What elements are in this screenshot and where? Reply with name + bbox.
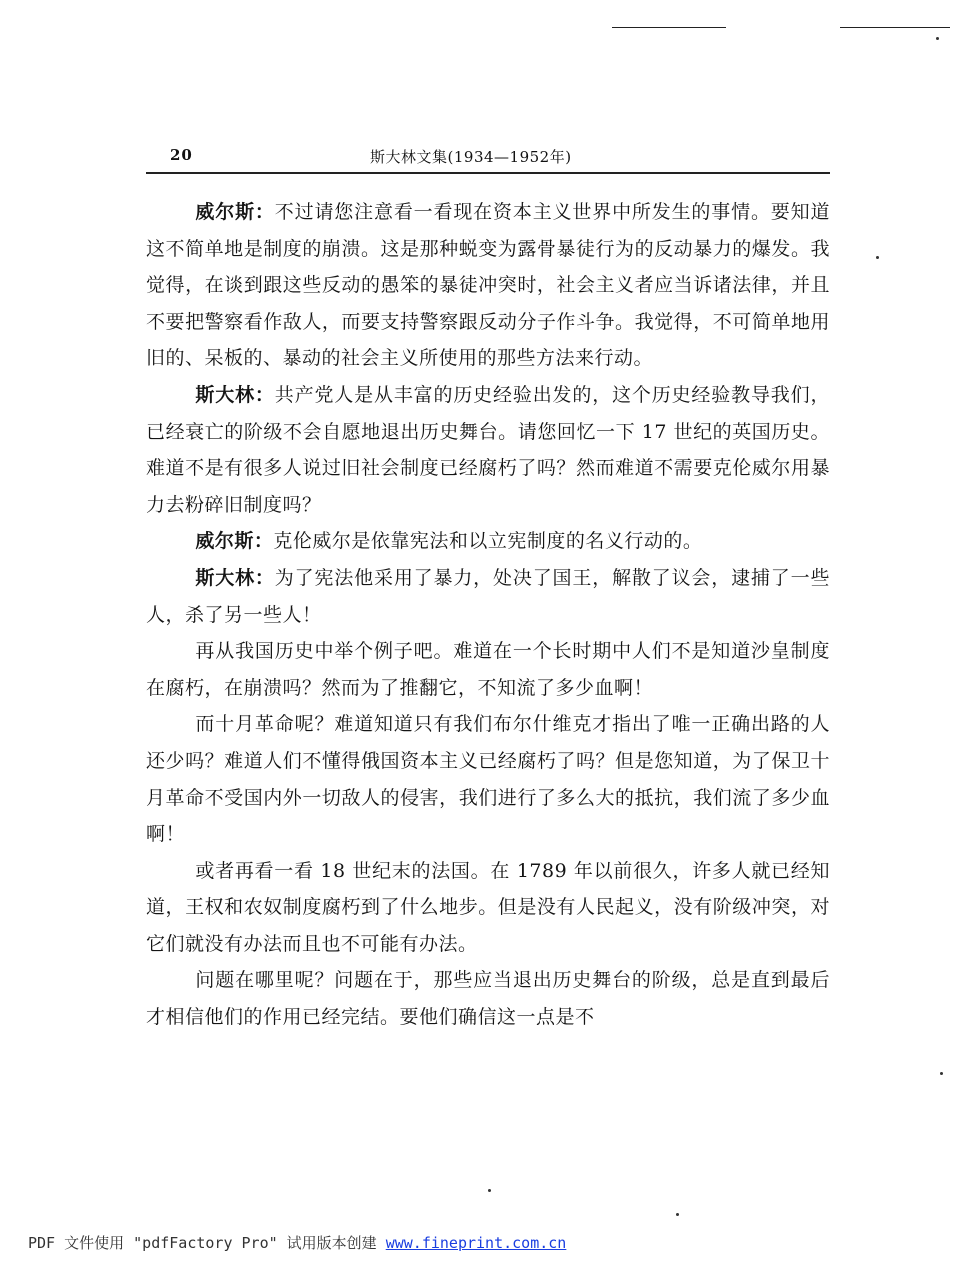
page-number: 20 bbox=[170, 146, 193, 164]
paragraph-text: 克伦威尔是依靠宪法和以立宪制度的名义行动的。 bbox=[273, 530, 703, 553]
scan-speck bbox=[676, 1213, 679, 1216]
footer-notice: PDF 文件使用 "pdfFactory Pro" 试用版本创建 bbox=[28, 1234, 386, 1252]
scan-artifact-line bbox=[840, 27, 950, 28]
footer-link[interactable]: www.fineprint.com.cn bbox=[385, 1234, 567, 1252]
paragraph bbox=[146, 706, 830, 852]
paragraph bbox=[146, 377, 830, 523]
paragraph-text: 为了宪法他采用了暴力，处决了国王，解散了议会，逮捕了一些人，杀了另一些人！ bbox=[146, 566, 830, 626]
paragraph bbox=[146, 194, 830, 377]
scan-speck bbox=[940, 1072, 943, 1075]
scan-speck bbox=[936, 37, 939, 40]
paragraph bbox=[146, 523, 830, 560]
paragraph bbox=[146, 853, 830, 963]
paragraph-text: 再从我国历史中举个例子吧。难道在一个长时期中人们不是知道沙皇制度在腐朽，在崩溃吗？然而为了推翻它，不知流了多少血啊！ bbox=[146, 640, 830, 699]
scan-artifact-line bbox=[612, 27, 726, 28]
paragraph-text: 或者再看一看 18 世纪末的法国。在 1789 年以前很久，许多人就已经知道，王权和农奴制度腐朽到了什么地步。但是没有人民起义，没有阶级冲突，对它们就没有办法而且也不可能有办法。 bbox=[146, 859, 830, 955]
speaker-label: 斯大林： bbox=[195, 566, 275, 589]
paragraph bbox=[146, 633, 830, 706]
speaker-label: 威尔斯： bbox=[195, 201, 275, 223]
paragraph-text: 共产党人是从丰富的历史经验出发的，这个历史经验教导我们，已经衰亡的阶级不会自愿地退出历史舞台。请您回忆一下 17 世纪的英国历史。难道不是有很多人说过旧社会制度已经腐朽了吗？然而难道不需要克伦威尔用暴力去粉碎旧制度吗？ bbox=[146, 383, 830, 516]
page-header bbox=[146, 146, 830, 174]
paragraph-text: 问题在哪里呢？问题在于，那些应当退出历史舞台的阶级，总是直到最后才相信他们的作用已经完结。要他们确信这一点是不 bbox=[146, 969, 830, 1029]
running-title: 斯大林文集(1934—1952年) bbox=[370, 148, 572, 166]
scan-speck bbox=[876, 256, 879, 259]
speaker-label: 威尔斯： bbox=[195, 530, 274, 553]
pdf-footer bbox=[28, 1232, 566, 1253]
speaker-label: 斯大林： bbox=[195, 383, 275, 406]
paragraph bbox=[146, 560, 830, 633]
paragraph-text: 而十月革命呢？难道知道只有我们布尔什维克才指出了唯一正确出路的人还少吗？难道人们不懂得俄国资本主义已经腐朽了吗？但是您知道，为了保卫十月革命不受国内外一切敌人的侵害，我们进行了多么大的抵抗，我们流了多少血啊！ bbox=[146, 713, 830, 846]
paragraph-text: 不过请您注意看一看现在资本主义世界中所发生的事情。要知道这不简单地是制度的崩溃。这是那种蜕变为露骨暴徒行为的反动暴力的爆发。我觉得，在谈到跟这些反动的愚笨的暴徒冲突时，社会主义者应当诉诸法律，并且不要把警察看作敌人，而要支持警察跟反动分子作斗争。我觉得，不可简单地用旧的、呆板的、暴动的社会主义所使用的那些方法来行动。 bbox=[146, 201, 830, 370]
body-text bbox=[146, 194, 830, 1036]
paragraph bbox=[146, 962, 830, 1035]
scan-speck bbox=[488, 1189, 491, 1192]
